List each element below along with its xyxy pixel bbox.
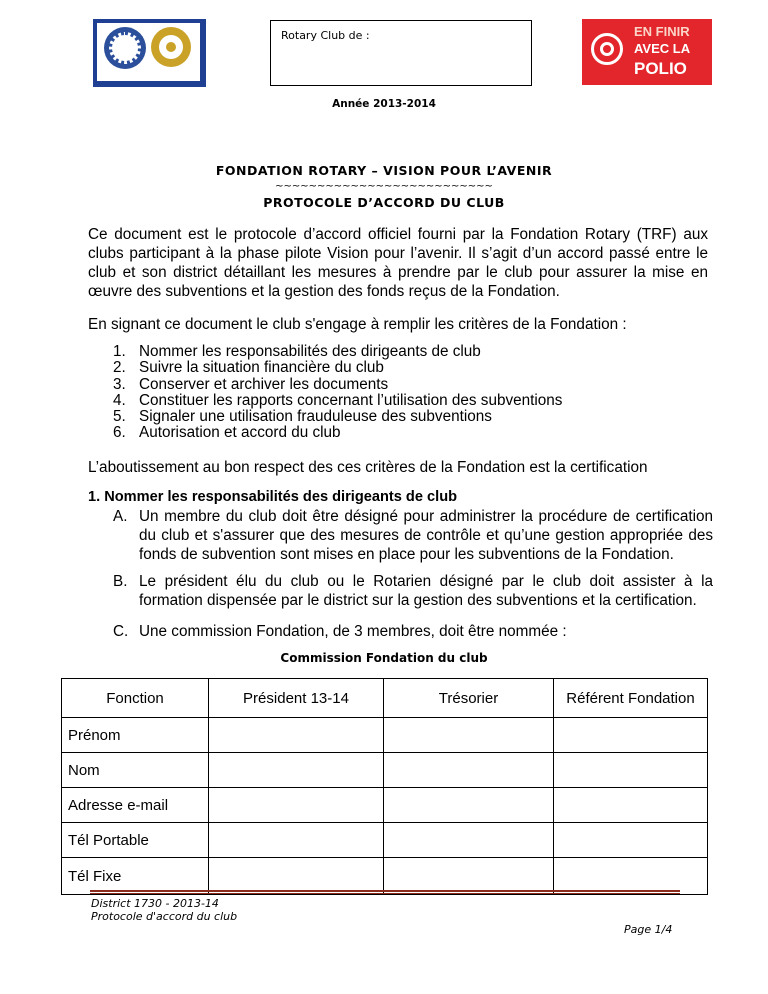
table-header-row xyxy=(62,679,708,718)
document-subtitle: PROTOCOLE D’ACCORD DU CLUB xyxy=(263,195,505,210)
title-separator: ~~~~~~~~~~~~~~~~~~~~~~~~~~ xyxy=(275,181,493,192)
table-cell[interactable] xyxy=(209,858,384,895)
footer-district: District 1730 - 2013-14 xyxy=(91,897,219,910)
table-cell[interactable] xyxy=(209,788,384,823)
table-cell[interactable] xyxy=(554,753,708,788)
club-name-box[interactable] xyxy=(270,20,532,86)
table-cell[interactable] xyxy=(384,753,554,788)
table-row xyxy=(62,753,708,788)
column-header: Trésorier xyxy=(384,679,554,718)
table-cell[interactable] xyxy=(554,858,708,895)
table-row xyxy=(62,858,708,895)
table-cell[interactable] xyxy=(554,823,708,858)
table-cell[interactable] xyxy=(384,823,554,858)
table-cell[interactable] xyxy=(554,718,708,753)
table-title: Commission Fondation du club xyxy=(280,651,488,665)
column-header: Président 13-14 xyxy=(209,679,384,718)
column-header: Référent Fondation xyxy=(554,679,708,718)
document-year: Année 2013-2014 xyxy=(332,98,436,110)
table-cell[interactable] xyxy=(554,788,708,823)
polio-logo-line3: POLIO xyxy=(634,59,687,78)
table-row xyxy=(62,718,708,753)
list-item: 6. Autorisation et accord du club xyxy=(113,424,341,442)
section-item-a: A. Un membre du club doit être désigné pour administrer la procédure de certification du club et s'assurer que des mesures de contrôle et qu’une gestion appropriée des fonds de subvention sont mises en place pour les subventions de la Fondation. xyxy=(113,508,713,563)
row-label: Prénom xyxy=(62,718,209,753)
rotary-foundation-logo xyxy=(93,19,206,87)
row-label: Nom xyxy=(62,753,209,788)
table-cell[interactable] xyxy=(209,718,384,753)
row-label: Tél Fixe xyxy=(62,858,209,895)
table-cell[interactable] xyxy=(384,718,554,753)
section-heading: 1. Nommer les responsabilités des dirigeants de club xyxy=(88,489,458,505)
page-number: Page 1/4 xyxy=(624,923,673,936)
list-item: 2. Suivre la situation financière du club xyxy=(113,359,384,377)
club-box-label: Rotary Club de : xyxy=(281,29,370,42)
section-item-c: C. Une commission Fondation, de 3 membres, doit être nommée : xyxy=(113,623,567,640)
end-polio-logo xyxy=(582,19,712,85)
table-cell[interactable] xyxy=(384,788,554,823)
footer-document-name: Protocole d'accord du club xyxy=(91,910,238,923)
criteria-list xyxy=(113,344,673,442)
engagement-paragraph: En signant ce document le club s'engage à remplir les critères de la Fondation : xyxy=(88,316,627,333)
list-item: 1. Nommer les responsabilités des dirigeants de club xyxy=(113,343,481,360)
polio-logo-line2: AVEC LA xyxy=(634,41,691,56)
list-item: 3. Conserver et archiver les documents xyxy=(113,375,389,393)
table-row xyxy=(62,788,708,823)
column-header: Fonction xyxy=(62,679,209,718)
row-label: Tél Portable xyxy=(62,823,209,858)
document-title: FONDATION ROTARY – VISION POUR L’AVENIR xyxy=(215,163,553,178)
commission-table xyxy=(61,678,708,895)
polio-logo-line1: EN FINIR xyxy=(634,24,690,39)
table-cell[interactable] xyxy=(209,823,384,858)
table-row xyxy=(62,823,708,858)
intro-paragraph: Ce document est le protocole d’accord officiel fourni par la Fondation Rotary (TRF) aux clubs participant à la phase pilote Vision pour l’avenir. Il s’agit d’un accord passé entre le club et son district détaillant les mesures à prendre par le club pour assurer la mise en œuvre des subventions et la gestion des fonds reçus de la Fondation. xyxy=(88,226,708,300)
table-cell[interactable] xyxy=(209,753,384,788)
footer-divider xyxy=(90,890,680,892)
row-label: Adresse e-mail xyxy=(62,788,209,823)
footer-divider xyxy=(90,893,680,894)
table-cell[interactable] xyxy=(384,858,554,895)
section-item-b: B. Le président élu du club ou le Rotarien désigné par le club doit assister à la formation dispensée par le district sur la gestion des subventions et la certification. xyxy=(113,573,713,609)
list-item: 4. Constituer les rapports concernant l’utilisation des subventions xyxy=(113,391,563,409)
list-item: 5. Signaler une utilisation frauduleuse des subventions xyxy=(113,408,492,426)
certification-paragraph: L’aboutissement au bon respect des ces critères de la Fondation est la certification xyxy=(88,459,648,476)
